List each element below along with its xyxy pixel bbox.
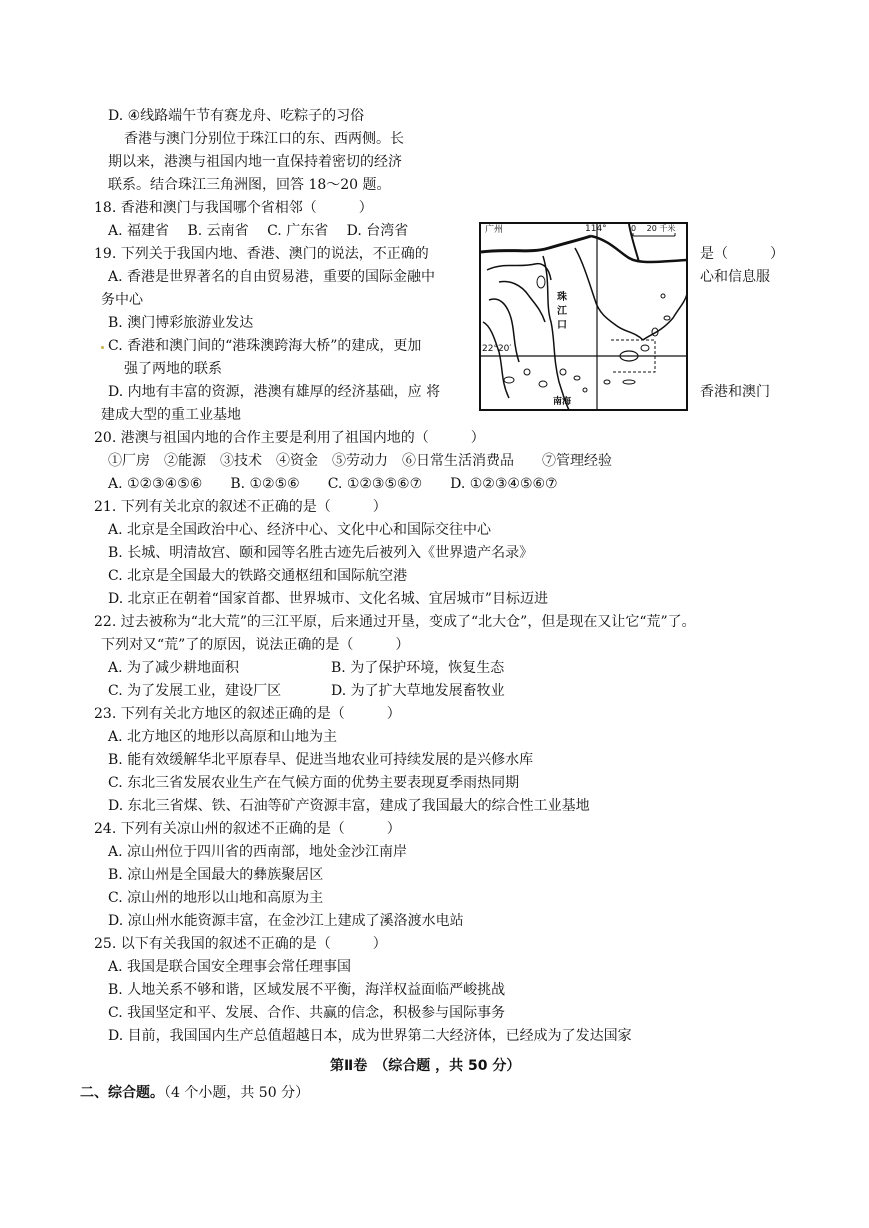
option-23d: D. 东北三省煤、铁、石油等矿产资源丰富，建成了我国最大的综合性工业基地 [108, 798, 590, 814]
option-22c: C. 为了发展工业，建设厂区 [108, 683, 282, 699]
option-17d: D. ④线路端午节有赛龙舟、吃粽子的习俗 [108, 108, 365, 124]
label-estuary-1: 珠 [557, 292, 567, 303]
question-18: 18. 香港和澳门与我国哪个省相邻（ ） [94, 200, 373, 216]
option-19b: B. 澳门博彩旅游业发达 [108, 315, 254, 331]
option-19d-end: 香港和澳门 [700, 384, 770, 400]
option-21c: C. 北京是全国最大的铁路交通枢纽和国际航空港 [108, 568, 408, 584]
option-22b: B. 为了保护环境，恢复生态 [331, 660, 505, 676]
option-24c: C. 凉山州的地形以山地和高原为主 [108, 890, 324, 906]
options-18: A. 福建省 B. 云南省 C. 广东省 D. 台湾省 [108, 223, 409, 239]
option-23c: C. 东北三省发展农业生产在气候方面的优势主要表现夏季雨热同期 [108, 775, 520, 791]
dongjiang-river [591, 236, 687, 262]
option-25b: B. 人地关系不够和谐，区域发展不平衡，海洋权益面临严峻挑战 [108, 982, 506, 998]
island-8 [560, 369, 566, 375]
label-guangzhou: 广州 [485, 225, 504, 235]
intro-line-1: 香港与澳门分别位于珠江口的东、西两侧。长 [124, 131, 404, 147]
option-19a-wrap: 务中心 [101, 292, 143, 308]
river-branch-1 [487, 264, 551, 280]
island-11 [539, 381, 547, 387]
stray-dot [101, 346, 104, 349]
option-25d: D. 目前，我国国内生产总值超越日本，成为世界第二大经济体，已经成为了发达国家 [108, 1028, 632, 1044]
part-two-heading [80, 1083, 309, 1103]
island-10 [623, 380, 635, 384]
pearl-river-upper [481, 236, 591, 252]
label-estuary-2: 江 [557, 306, 567, 317]
items-20: ①厂房 ②能源 ③技术 ④资金 ⑤劳动力 ⑥日常生活消费品 ⑦管理经验 [108, 453, 612, 469]
option-23a: A. 北方地区的地形以高原和山地为主 [108, 729, 338, 745]
pearl-river-delta-map [479, 222, 688, 411]
option-23b: B. 能有效缓解华北平原春旱、促进当地农业可持续发展的是兴修水库 [108, 752, 534, 768]
option-24a: A. 凉山州位于四川省的西南部，地处金沙江南岸 [108, 844, 408, 860]
label-south-sea: 南海 [553, 397, 572, 407]
question-24: 24. 下列有关凉山州的叙述不正确的是（ ） [94, 821, 401, 837]
question-20: 20. 港澳与祖国内地的合作主要是利用了祖国内地的（ ） [94, 430, 485, 446]
east-coast [575, 248, 643, 340]
option-19d-wrap: 建成大型的重工业基地 [101, 407, 241, 423]
island-2 [641, 345, 649, 351]
option-25c: C. 我国坚定和平、发展、合作、共赢的信念，积极参与国际事务 [108, 1005, 506, 1021]
option-24b: B. 凉山州是全国最大的彝族聚居区 [108, 867, 324, 883]
intro-line-2: 期以来，港澳与祖国内地一直保持着密切的经济 [108, 154, 402, 170]
question-25: 25. 以下有关我国的叙述不正确的是（ ） [94, 936, 387, 952]
part-two-note: （4 个小题，共 50 分） [164, 1085, 310, 1101]
island-6 [574, 376, 580, 380]
option-19a-end: 心和信息服 [700, 269, 770, 285]
question-19: 19. 下列关于我国内地、香港、澳门的说法，不正确的 [94, 246, 429, 262]
part-two-label: 二、综合题。 [80, 1085, 164, 1101]
options-20: A. ①②③④⑤⑥ B. ①②⑤⑥ C. ①②③⑤⑥⑦ D. ①②③④⑤⑥⑦ [108, 476, 558, 492]
west-coast [543, 256, 572, 410]
label-estuary-3: 口 [557, 320, 567, 331]
river-branch-2 [499, 282, 545, 322]
option-21a: A. 北京是全国政治中心、经济中心、文化中心和国际交往中心 [108, 522, 492, 538]
question-21: 21. 下列有关北京的叙述不正确的是（ ） [94, 499, 387, 515]
river-branch-4 [482, 322, 512, 398]
option-24d: D. 凉山州水能资源丰富，在金沙江上建成了溪洛渡水电站 [108, 913, 464, 929]
island-14 [537, 276, 545, 288]
option-21b: B. 长城、明清故宫、颐和园等名胜古迹先后被列入《世界遗产名录》 [108, 545, 534, 561]
question-19-end: 是（ ） [700, 246, 784, 262]
island-4 [664, 316, 670, 320]
label-scale: 0 20 千米 [631, 224, 676, 233]
island-9 [604, 380, 610, 384]
option-25a: A. 我国是联合国安全理事会常任理事国 [108, 959, 352, 975]
island-7 [583, 388, 587, 392]
label-longitude: 114° [585, 224, 607, 234]
island-13 [504, 377, 514, 383]
intro-line-3: 联系。结合珠江三角洲图，回答 18～20 题。 [108, 177, 391, 193]
island-12 [524, 369, 530, 375]
island-5 [661, 294, 665, 298]
label-latitude: 22°20′ [482, 344, 512, 354]
option-22a: A. 为了减少耕地面积 [108, 660, 240, 676]
question-22: 22. 过去被称为“北大荒”的三江平原，后来通过开垦，变成了“北大仓”，但是现在又让它“荒”了。 [94, 614, 696, 630]
option-22d: D. 为了扩大草地发展畜牧业 [331, 683, 505, 699]
section-title: 第Ⅱ卷 （综合题 ，共 50 分） [330, 1058, 521, 1074]
question-23: 23. 下列有关北方地区的叙述正确的是（ ） [94, 706, 401, 722]
question-22-wrap: 下列对又“荒”了的原因，说法正确的是（ ） [101, 637, 410, 653]
option-19c: C. 香港和澳门间的“港珠澳跨海大桥”的建成，更加 [108, 338, 422, 354]
option-19a: A. 香港是世界著名的自由贸易港，重要的国际金融中 [108, 269, 436, 285]
option-19d: D. 内地有丰富的资源，港澳有雄厚的经济基础，应 将 [108, 384, 441, 400]
option-21d: D. 北京正在朝着“国家首都、世界城市、文化名城、宜居城市”目标迈进 [108, 591, 548, 607]
east-coast-2 [643, 294, 687, 340]
option-19c-wrap: 强了两地的联系 [124, 361, 222, 377]
